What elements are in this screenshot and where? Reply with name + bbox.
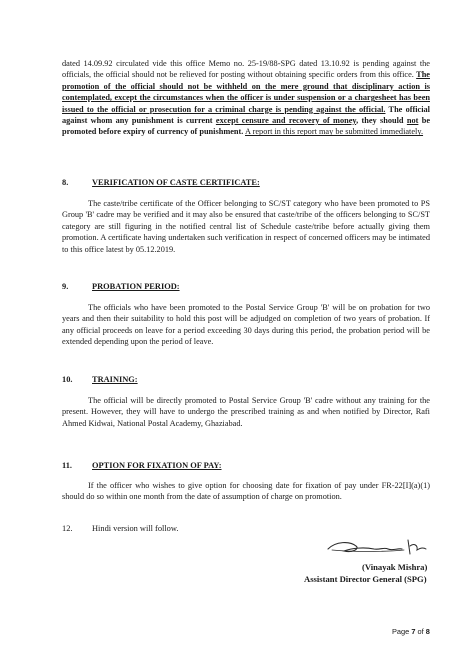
section-9-heading xyxy=(62,282,180,291)
section-10-heading xyxy=(62,375,138,384)
page-of: of xyxy=(415,627,426,636)
section-8-body: The caste/tribe certificate of the Officer belonging to SC/ST category who have been promoted to PS Group 'B' cadre may be verified and it may also be ensured that caste/tribe of the officers belonging to SC/ST category are still figuring in the notified central list of Schedule caste/tribe before actually giving them promotion. A certificate having undertaken such verification in respect of concerned officers may be intimated to this office latest by 05.12.2019. xyxy=(62,199,430,254)
promotion-rule-text: The promotion of the official should not be withheld on the mere ground that disciplinary action is contemplated, except the circumstances when the officer is under suspension or a chargesheet has been issued to the official or prosecution for a criminal charge is pending against the official. xyxy=(62,70,430,114)
report-request-text: A report in this report may be submitted immediately. xyxy=(245,127,424,137)
signatory-designation: Assistant Director General (SPG) xyxy=(304,574,427,584)
section-10-body: The official will be directly promoted to Postal Service Group 'B' cadre without any training for the present. However, they will have to undergo the prescribed training as and when notified by Director, Rafi Ahmed Kidwai, National Postal Academy, Ghaziabad. xyxy=(62,396,430,428)
page-number xyxy=(392,627,430,636)
section-title: OPTION FOR FIXATION OF PAY: xyxy=(92,461,222,470)
section-number: 9. xyxy=(62,282,69,291)
punishment-text: The official against whom any punishment is current xyxy=(62,104,430,126)
section-number: 10. xyxy=(62,375,73,384)
continued-text-1: dated 14.09.92 circulated vide this office Memo no. 25-19/88-SPG dated 13.10.92 is pending against the officials, the official should not be relieved for posting without obtaining specific orders from this office. xyxy=(62,59,430,80)
punishment-text-2: , they should xyxy=(356,116,407,126)
section-title: VERIFICATION OF CASTE CERTIFICATE: xyxy=(92,178,260,187)
not-text: not xyxy=(406,116,419,126)
page-total: 8 xyxy=(425,627,430,636)
handwritten-signature xyxy=(322,534,434,558)
page-prefix: Page xyxy=(392,627,412,636)
section-title: TRAINING: xyxy=(92,375,138,384)
section-9-body: The officials who have been promoted to the Postal Service Group 'B' will be on probation for two years and then their suitability to hold this post will be adjudged on completion of two years of probation. If any official proceeds on leave for a period exceeding 30 days during this period, the probation period will be extended depending upon the period of leave. xyxy=(62,303,430,347)
punishment-text-3: be promoted before expiry of currency of punishment. xyxy=(62,116,431,137)
section-8-heading xyxy=(62,178,260,187)
section-12-heading xyxy=(62,524,178,533)
section-11-heading xyxy=(62,461,222,470)
signatory-name: (Vinayak Mishra) xyxy=(362,562,428,572)
section-number: 11. xyxy=(62,461,73,470)
continued-paragraph xyxy=(62,58,430,138)
section-body: Hindi version will follow. xyxy=(92,524,179,533)
page-current: 7 xyxy=(411,627,416,636)
section-11-body: If the officer who wishes to give option for choosing date for fixation of pay under FR-22[I](a)(1) should do so within one month from the date of assumption of charge on promotion. xyxy=(62,481,430,502)
section-number: 12. xyxy=(62,524,73,533)
section-number: 8. xyxy=(62,178,69,187)
section-title: PROBATION PERIOD: xyxy=(92,282,180,291)
exception-text: except censure and recovery of money xyxy=(215,116,357,126)
